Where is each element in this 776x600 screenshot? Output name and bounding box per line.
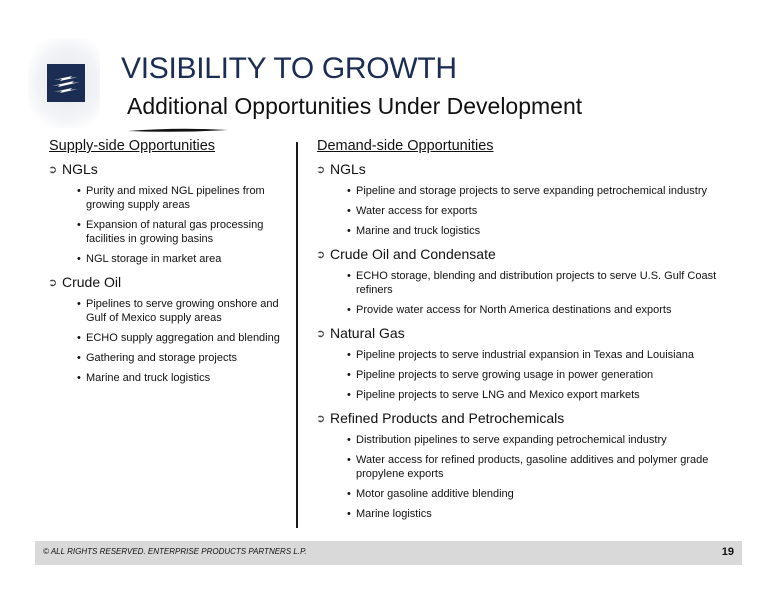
section-title: Crude Oil and Condensate [330,246,496,262]
enterprise-logo-icon [47,64,85,102]
list-item: • Marine and truck logistics [347,224,747,238]
list-item: • Marine and truck logistics [77,371,289,385]
bullet-list [317,269,747,317]
demand-side-heading: Demand-side Opportunities [317,138,494,154]
section-title: NGLs [330,161,366,177]
list-item: • Pipeline projects to serve industrial expansion in Texas and Louisiana [347,348,747,362]
section-bullet-icon: ➲ [48,276,58,289]
section-bullet-icon: ➲ [48,163,58,176]
page-title: VISIBILITY TO GROWTH [121,52,457,85]
page-number: 19 [721,546,734,558]
bullet-list [317,348,747,402]
list-item: • NGL storage in market area [77,252,289,266]
list-item: • Pipelines to serve growing onshore and Gulf of Mexico supply areas [77,297,289,325]
demand-side-column [317,138,747,527]
list-item: • Water access for refined products, gasoline additives and polymer grade propylene exports [347,453,747,481]
page-subtitle: Additional Opportunities Under Development [127,93,583,119]
section-bullet-icon: ➲ [316,248,326,261]
demand-section-refined-products [317,408,747,521]
list-item: • ECHO supply aggregation and blending [77,331,289,345]
list-item: • Pipeline projects to serve growing usage in power generation [347,368,747,382]
copyright-text: © ALL RIGHTS RESERVED. ENTERPRISE PRODUCTS PARTNERS L.P. [43,547,307,556]
section-bullet-icon: ➲ [316,327,326,340]
list-item: • Gathering and storage projects [77,351,289,365]
supply-side-column [49,138,289,391]
bullet-list [49,184,289,266]
list-item: • Water access for exports [347,204,747,218]
list-item: • ECHO storage, blending and distribution projects to serve U.S. Gulf Coast refiners [347,269,747,297]
section-bullet-icon: ➲ [316,412,326,425]
list-item: • Motor gasoline additive blending [347,487,747,501]
list-item: • Pipeline projects to serve LNG and Mexico export markets [347,388,747,402]
list-item: • Purity and mixed NGL pipelines from growing supply areas [77,184,289,212]
bullet-list [317,433,747,521]
supply-section-crude-oil [49,272,289,385]
list-item: • Expansion of natural gas processing facilities in growing basins [77,218,289,246]
supply-side-heading: Supply-side Opportunities [49,138,216,154]
section-title: Crude Oil [62,274,122,290]
title-underline-swoosh [128,126,228,134]
section-bullet-icon: ➲ [316,163,326,176]
bullet-list [49,297,289,385]
demand-section-ngls [317,159,747,238]
section-title: Refined Products and Petrochemicals [330,410,565,426]
list-item: • Provide water access for North America destinations and exports [347,303,747,317]
demand-section-crude-oil-condensate [317,244,747,317]
list-item: • Pipeline and storage projects to serve expanding petrochemical industry [347,184,747,198]
list-item: • Distribution pipelines to serve expanding petrochemical industry [347,433,747,447]
supply-section-ngls [49,159,289,266]
section-title: Natural Gas [330,325,405,341]
section-title: NGLs [62,161,98,177]
list-item: • Marine logistics [347,507,747,521]
column-divider [296,142,298,528]
demand-section-natural-gas [317,323,747,402]
bullet-list [317,184,747,238]
footer-bar [35,541,742,565]
